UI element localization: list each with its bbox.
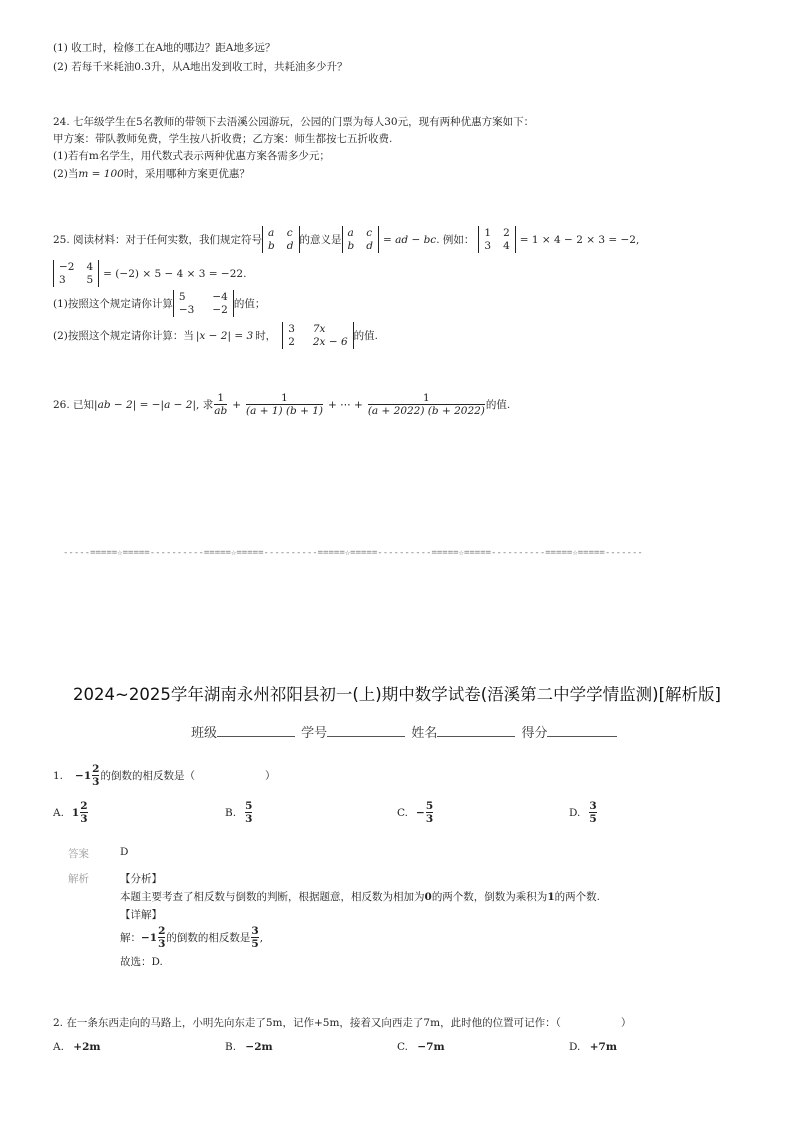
- q2-option-a[interactable]: A. +2m: [53, 1041, 101, 1053]
- id-label: 学号: [301, 726, 328, 741]
- frac-1-ab: $\frac{1}{ab}$: [214, 392, 228, 418]
- det-generic: a c b d: [262, 226, 299, 253]
- det-sub1: 5 −4 −3 −2: [173, 290, 234, 317]
- det-example1: 1 2 3 4: [478, 226, 515, 253]
- det-example2: −2 4 3 5: [53, 260, 99, 287]
- q23-sub2: (2) 若每千米耗油0.3升，从A地出发到收工时，共耗油多少升？: [53, 61, 348, 73]
- fenxi-heading: 【分析】: [120, 873, 162, 885]
- choose-line: 故选：D.: [120, 956, 163, 968]
- q23-sub1: (1) 收工时，检修工在A地的哪边？距A地多远？: [53, 42, 276, 54]
- score-label: 得分: [521, 726, 548, 741]
- q25-line1: 25. 阅读材料：对于任何实数，我们规定符号 a c b d 的意义是 a c b d = ad − bc . 例如： 1 2 3 4 = 1 × 4 − 2 × 3 = −2,: [53, 227, 640, 252]
- q1-option-d[interactable]: D. $\frac{3}{5}$: [569, 800, 597, 826]
- frac-a2022-b2022: $\frac{1}{(a + 2022) (b + 2022)}$: [367, 392, 485, 418]
- xiangjie-heading: 【详解】: [120, 909, 162, 921]
- id-field[interactable]: [327, 724, 405, 737]
- q1-option-b[interactable]: B. $\frac{5}{3}$: [225, 800, 253, 826]
- q25-sub1: (1)按照这个规定请你计算 5 −4 −3 −2 的值；: [53, 291, 266, 316]
- q1-option-a[interactable]: A. 1 $\frac{2}{3}$: [53, 800, 88, 826]
- class-label: 班级: [191, 726, 218, 741]
- q24-stem-line1: 24. 七年级学生在5名教师的带领下去浯溪公园游玩，公园的门票为每人30元，现有两种优惠方案如下：: [53, 116, 535, 128]
- answer-value: D: [120, 846, 129, 858]
- q25-example2: −2 4 3 5 = (−2) × 5 − 4 × 3 = −22.: [53, 260, 246, 287]
- name-label: 姓名: [411, 726, 438, 741]
- q2-option-d[interactable]: D. +7m: [569, 1041, 617, 1053]
- q2-option-b[interactable]: B. −2m: [225, 1041, 273, 1053]
- page-separator: -----=====☆=====----------=====☆=====----------=====☆=====----------=====☆=====----------=====☆=====-------: [63, 548, 643, 558]
- q1-stem: 1. −1 $\frac{2}{3}$ 的倒数的相反数是（ ）: [53, 763, 276, 789]
- name-field[interactable]: [437, 724, 515, 737]
- paper-title: 2024~2025学年湖南永州祁阳县初一(上)期中数学试卷(浯溪第二中学学情监测)[解析版]: [73, 685, 721, 704]
- det-generic-def: a c b d: [342, 226, 379, 253]
- class-field[interactable]: [217, 724, 295, 737]
- analysis-label: 解析: [68, 873, 89, 885]
- q1-option-c[interactable]: C. − $\frac{5}{3}$: [397, 800, 434, 826]
- q25-sub2: (2)按照这个规定请你计算：当 |x − 2| = 3 时， 3 7x 2 2x − 6 的值.: [53, 323, 378, 348]
- fenxi-text: 本题主要考查了相反数与倒数的判断，根据题意，相反数为相加为0的两个数，倒数为乘积为1的两个数.: [120, 891, 600, 903]
- student-info-row: [191, 722, 619, 741]
- q24-sub1: (1)若有m名学生，用代数式表示两种优惠方案各需多少元；: [53, 150, 330, 162]
- det-sub2: 3 7x 2 2x − 6: [282, 322, 353, 349]
- answer-label: 答案: [68, 848, 89, 860]
- q2-stem: 2. 在一条东西走向的马路上，小明先向东走了5m，记作+5m，接着又向西走了7m，此时他的位置可记作：（ ）: [53, 1017, 632, 1029]
- q26-stem: 26. 已知 |ab − 2| = −|a − 2| , 求 $\frac{1}{ab}$ + $\frac{1}{(a + 1) (b + 1)}$ + ⋯ + $\frac{1}{(a + 2022) (b + 2022)}$ 的值.: [53, 392, 511, 418]
- solution-line: 解： −1 $\frac{2}{3}$ 的倒数的相反数是 $\frac{3}{5}$ ,: [120, 925, 264, 951]
- frac-a1-b1: $\frac{1}{(a + 1) (b + 1)}$: [246, 392, 324, 418]
- q2-option-c[interactable]: C. −7m: [397, 1041, 445, 1053]
- q24-stem-line2: 甲方案：带队教师免费，学生按八折收费；乙方案：师生都按七五折收费.: [53, 133, 393, 145]
- score-field[interactable]: [547, 724, 617, 737]
- q24-sub2: (2)当m = 100时，采用哪种方案更优惠？: [53, 168, 250, 180]
